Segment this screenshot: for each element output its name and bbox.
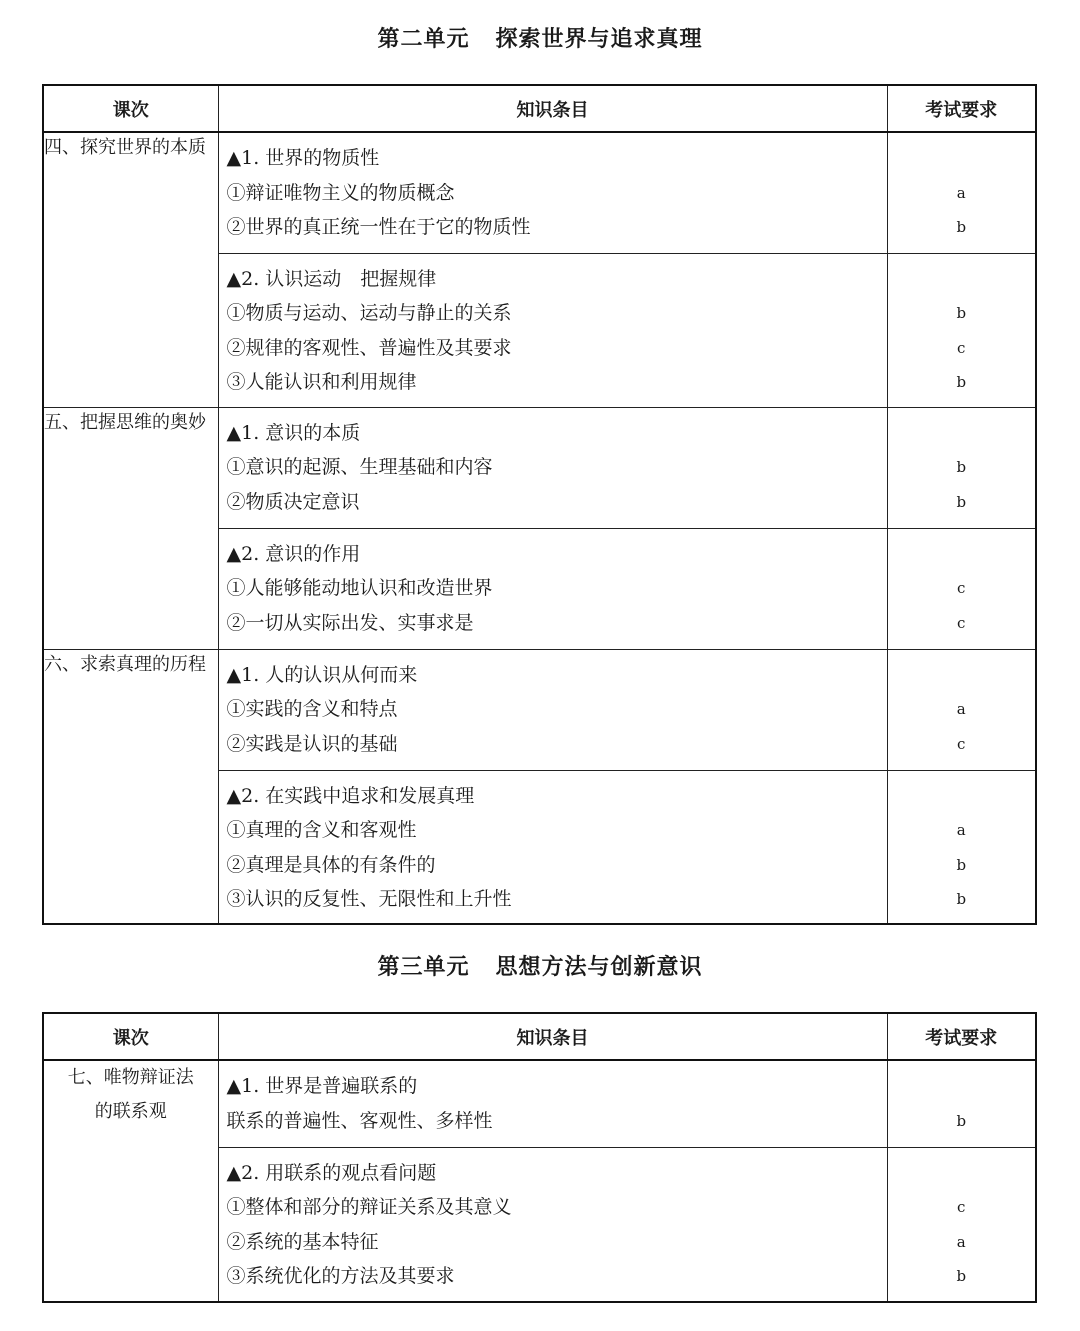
requirement-level: c <box>957 338 966 357</box>
knowledge-heading: ▲2. 意识的作用 <box>226 542 361 565</box>
header-knowledge: 知识条目 <box>218 85 887 132</box>
knowledge-item: ②系统的基本特征 <box>226 1230 379 1253</box>
header-requirement: 考试要求 <box>887 1013 1036 1060</box>
knowledge-heading: ▲2. 在实践中追求和发展真理 <box>226 784 475 807</box>
lesson-name: 六、求索真理的历程 <box>43 649 218 924</box>
knowledge-item: ②真理是具体的有条件的 <box>226 853 436 876</box>
knowledge-item: ①物质与运动、运动与静止的关系 <box>226 302 512 324</box>
knowledge-cell <box>218 528 887 649</box>
header-lesson: 课次 <box>43 1013 218 1060</box>
knowledge-item: ②规律的客观性、普遍性及其要求 <box>226 336 512 359</box>
table-row <box>43 132 1036 253</box>
knowledge-heading: ▲1. 世界是普遍联系的 <box>226 1075 418 1097</box>
unit3-title-number: 第三单元 <box>377 955 470 980</box>
knowledge-item: ①整体和部分的辩证关系及其意义 <box>226 1196 512 1218</box>
unit3-title <box>0 952 1080 984</box>
unit2-header-row <box>43 85 1036 132</box>
knowledge-cell <box>218 1147 887 1302</box>
knowledge-item: ③系统优化的方法及其要求 <box>226 1265 455 1287</box>
knowledge-cell <box>218 770 887 924</box>
requirement-level <box>888 1073 1036 1108</box>
unit2-table <box>42 84 1037 925</box>
knowledge-item: 联系的普遍性、客观性、多样性 <box>226 1109 493 1132</box>
header-knowledge: 知识条目 <box>218 1013 887 1060</box>
knowledge-item: ②实践是认识的基础 <box>226 732 398 755</box>
requirement-level: b <box>956 373 967 391</box>
knowledge-item: ③认识的反复性、无限性和上升性 <box>226 888 512 910</box>
lesson-name-line: 七、唯物辩证法 <box>67 1067 194 1088</box>
knowledge-item: ①意识的起源、生理基础和内容 <box>226 456 493 478</box>
requirement-level <box>888 1160 1036 1195</box>
requirement-cell <box>887 1060 1036 1147</box>
unit2-title <box>0 24 1080 56</box>
knowledge-item: ①真理的含义和客观性 <box>226 819 417 841</box>
requirement-level <box>888 783 1036 818</box>
requirement-level <box>888 145 1036 180</box>
knowledge-item: ①辩证唯物主义的物质概念 <box>226 181 455 204</box>
knowledge-item: ②世界的真正统一性在于它的物质性 <box>226 216 531 238</box>
requirement-cell <box>887 770 1036 924</box>
knowledge-cell <box>218 132 887 253</box>
requirement-level: b <box>956 218 967 236</box>
knowledge-heading: ▲1. 意识的本质 <box>226 421 361 444</box>
requirement-level <box>888 662 1036 697</box>
requirement-cell <box>887 253 1036 407</box>
knowledge-item: ③人能认识和利用规律 <box>226 371 417 393</box>
knowledge-cell <box>218 407 887 528</box>
knowledge-cell <box>218 1060 887 1147</box>
requirement-level: b <box>956 1267 967 1285</box>
lesson-name: 五、把握思维的奥妙 <box>43 407 218 649</box>
unit3-table <box>42 1012 1037 1303</box>
requirement-cell <box>887 528 1036 649</box>
requirement-cell <box>887 649 1036 770</box>
requirement-level: b <box>956 855 967 874</box>
lesson-name: 四、探究世界的本质 <box>43 132 218 407</box>
requirement-level: a <box>956 700 966 718</box>
unit3-title-topic: 思想方法与创新意识 <box>495 955 703 980</box>
requirement-level: a <box>956 821 966 839</box>
knowledge-heading: ▲1. 人的认识从何而来 <box>226 663 418 686</box>
requirement-level: c <box>957 1198 966 1216</box>
requirement-level: b <box>956 1111 967 1130</box>
requirement-level <box>888 541 1036 576</box>
knowledge-item: ①实践的含义和特点 <box>226 698 398 720</box>
requirement-level: b <box>956 458 967 476</box>
requirement-level: b <box>956 492 967 511</box>
knowledge-heading: ▲2. 用联系的观点看问题 <box>226 1161 437 1184</box>
table-row <box>43 407 1036 528</box>
knowledge-heading: ▲2. 认识运动 把握规律 <box>226 267 437 290</box>
unit2-title-number: 第二单元 <box>377 27 470 52</box>
requirement-level: b <box>956 304 967 322</box>
unit2-title-topic: 探索世界与追求真理 <box>495 27 703 52</box>
knowledge-cell <box>218 253 887 407</box>
knowledge-cell <box>218 649 887 770</box>
knowledge-item: ②物质决定意识 <box>226 490 360 513</box>
table-row <box>43 649 1036 770</box>
header-lesson: 课次 <box>43 85 218 132</box>
requirement-level: c <box>957 734 966 753</box>
requirement-level <box>888 266 1036 301</box>
requirement-level: c <box>957 613 966 632</box>
requirement-level: b <box>956 890 967 908</box>
header-requirement: 考试要求 <box>887 85 1036 132</box>
table-row <box>43 1060 1036 1147</box>
lesson-name <box>43 1060 218 1302</box>
unit3-header-row <box>43 1013 1036 1060</box>
requirement-level <box>888 420 1036 455</box>
requirement-cell <box>887 407 1036 528</box>
knowledge-item: ②一切从实际出发、实事求是 <box>226 611 474 634</box>
requirement-level: a <box>956 183 966 202</box>
lesson-name-line: 的联系观 <box>94 1101 167 1122</box>
requirement-cell <box>887 1147 1036 1302</box>
requirement-cell <box>887 132 1036 253</box>
requirement-level: c <box>957 579 966 597</box>
requirement-level: a <box>956 1232 966 1251</box>
knowledge-item: ①人能够能动地认识和改造世界 <box>226 577 493 599</box>
knowledge-heading: ▲1. 世界的物质性 <box>226 147 380 169</box>
